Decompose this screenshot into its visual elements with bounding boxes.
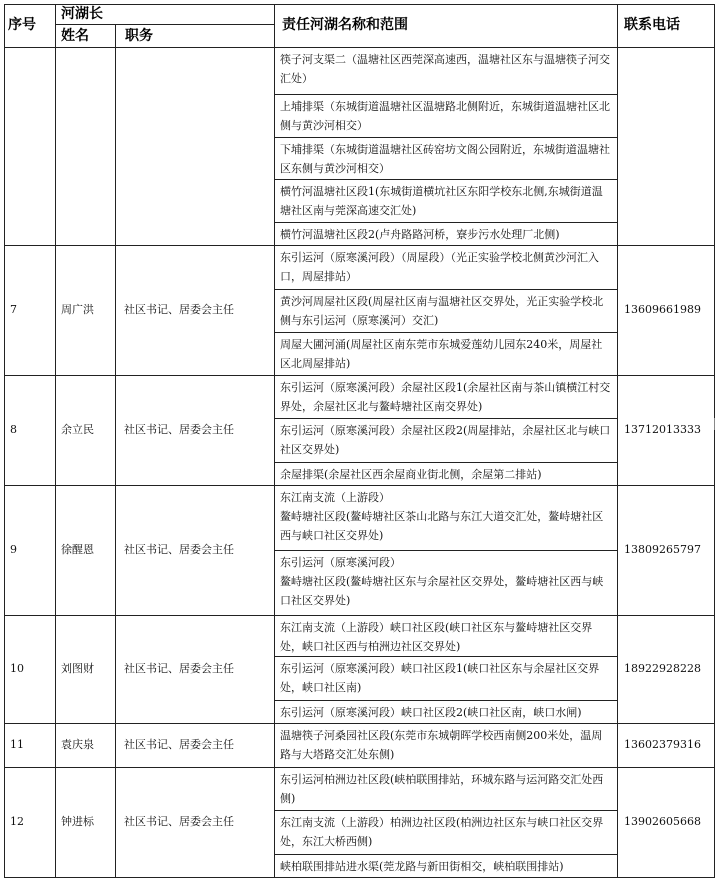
column-line xyxy=(274,4,275,877)
header-sub-line xyxy=(55,24,274,25)
row-name: 徐醒恩 xyxy=(61,543,94,556)
river-scope-cell: 横竹河温塘社区段1(东城街道横坑社区东阳学校东北侧,东城街道温塘社区南与莞深高速交汇处) xyxy=(280,185,603,217)
column-line xyxy=(4,4,5,877)
row-line xyxy=(4,723,715,724)
column-line xyxy=(617,4,618,877)
sub-row-line xyxy=(274,810,617,811)
table-top-line xyxy=(4,4,715,5)
header-seq-no: 序号 xyxy=(8,17,36,33)
river-scope-cell: 东引运河（原寒溪河段）余屋社区段1(余屋社区南与茶山镇横江村交界处，余屋社区北与鳌峙塘社区南交界处) xyxy=(280,381,611,413)
row-line xyxy=(4,375,715,376)
row-seq-no: 12 xyxy=(10,815,24,828)
page-edge-mark xyxy=(714,418,718,430)
row-seq-no: 8 xyxy=(10,423,17,436)
sub-row-line xyxy=(274,462,617,463)
sub-row-line xyxy=(274,700,617,701)
river-scope-cell: 下埔排渠（东城街道温塘社区砖窑坊文阁公园附近，东城街道温塘社区东侧与黄沙河相交） xyxy=(280,143,610,175)
river-scope-cell: 峡柏联围排站进水渠(莞龙路与新田街相交，峡柏联围排站) xyxy=(280,860,564,873)
row-name: 刘图财 xyxy=(61,662,94,675)
header-name: 姓名 xyxy=(61,28,89,44)
header-bottom-line xyxy=(4,47,715,48)
row-seq-no: 9 xyxy=(10,543,17,556)
river-scope-cell: 周屋大圃河涌(周屋社区南东莞市东城爱莲幼儿园东240米，周屋社区北周屋排站) xyxy=(280,338,603,370)
column-line xyxy=(55,4,56,877)
sub-row-line xyxy=(274,550,617,551)
river-scope-cell: 东江南支流（上游段）峡口社区段(峡口社区东与鳌峙塘社区交界处，峡口社区西与柏洲边社区交界处) xyxy=(280,621,593,653)
row-name: 钟进标 xyxy=(61,815,94,828)
sub-row-line xyxy=(274,418,617,419)
row-name: 余立民 xyxy=(61,423,94,436)
sub-row-line xyxy=(274,854,617,855)
header-river-scope: 责任河湖名称和范围 xyxy=(282,17,408,33)
river-scope-cell: 筷子河支渠二（温塘社区西莞深高速西，温塘社区东与温塘筷子河交汇处） xyxy=(280,53,610,85)
river-scope-cell: 黄沙河周屋社区段(周屋社区南与温塘社区交界处，光正实验学校北侧与东引运河（原寒溪河）交汇) xyxy=(280,295,604,327)
sub-row-line xyxy=(274,94,617,95)
row-position: 社区书记、居委会主任 xyxy=(124,815,234,828)
sub-row-line xyxy=(274,332,617,333)
river-scope-cell: 东江南支流（上游段）柏洲边社区段(柏洲边社区东与峡口社区交界处，东江大桥西侧) xyxy=(280,816,604,848)
row-line xyxy=(4,767,715,768)
row-name: 袁庆泉 xyxy=(61,738,94,751)
river-scope-cell: 东江南支流（上游段） 鳌峙塘社区段(鳌峙塘社区茶山北路与东江大道交汇处，鳌峙塘社区西与峡口社区交界处) xyxy=(280,491,604,542)
sub-row-line xyxy=(274,137,617,138)
river-scope-cell: 东引运河柏洲边社区段(峡柏联围排站，环城东路与运河路交汇处西侧) xyxy=(280,773,604,805)
sub-row-line xyxy=(274,289,617,290)
river-scope-cell: 横竹河温塘社区段2(卢舟路路河桥，寮步污水处理厂北侧) xyxy=(280,228,560,241)
row-name: 周广洪 xyxy=(61,303,94,316)
row-phone: 13609661989 xyxy=(624,303,701,316)
row-position: 社区书记、居委会主任 xyxy=(124,423,234,436)
sub-row-line xyxy=(274,222,617,223)
river-scope-cell: 东引运河（原寒溪河段）（周屋段）（光正实验学校北侧黄沙河汇入口，周屋排站） xyxy=(280,251,599,283)
row-seq-no: 10 xyxy=(10,662,24,675)
river-scope-cell: 上埔排渠（东城街道温塘社区温塘路北侧附近，东城街道温塘社区北侧与黄沙河相交） xyxy=(280,100,610,132)
row-phone: 18922928228 xyxy=(624,662,701,675)
column-line xyxy=(714,4,715,877)
row-phone: 13902605668 xyxy=(624,815,701,828)
header-river-chief: 河湖长 xyxy=(61,6,103,22)
river-scope-cell: 东引运河（原寒溪河段）余屋社区段2(周屋排站，余屋社区北与峡口社区交界处) xyxy=(280,424,611,456)
row-line xyxy=(4,877,715,878)
river-chief-table xyxy=(4,4,715,877)
row-phone: 13712013333 xyxy=(624,423,701,436)
row-position: 社区书记、居委会主任 xyxy=(124,738,234,751)
river-scope-cell: 东引运河（原寒溪河段）峡口社区段1(峡口社区东与余屋社区交界处，峡口社区南) xyxy=(280,662,600,694)
river-scope-cell: 东引运河（原寒溪河段） 鳌峙塘社区段(鳌峙塘社区东与余屋社区交界处，鳌峙塘社区西与峡口社区交界处) xyxy=(280,556,604,607)
row-line xyxy=(4,485,715,486)
river-scope-cell: 东引运河（原寒溪河段）峡口社区段2(峡口社区南，峡口水闸) xyxy=(280,706,582,719)
row-seq-no: 11 xyxy=(10,738,24,751)
header-position: 职务 xyxy=(125,28,153,44)
row-line xyxy=(4,245,715,246)
row-line xyxy=(4,615,715,616)
sub-row-line xyxy=(274,179,617,180)
row-phone: 13602379316 xyxy=(624,738,701,751)
river-scope-cell: 温塘筷子河桑园社区段(东莞市东城朝晖学校西南侧200米处，温周路与大塔路交汇处东侧) xyxy=(280,729,603,761)
row-position: 社区书记、居委会主任 xyxy=(124,543,234,556)
row-position: 社区书记、居委会主任 xyxy=(124,662,234,675)
river-scope-cell: 余屋排渠(余屋社区西余屋商业街北侧，余屋第二排站) xyxy=(280,468,542,481)
sub-row-line xyxy=(274,656,617,657)
row-position: 社区书记、居委会主任 xyxy=(124,303,234,316)
row-phone: 13809265797 xyxy=(624,543,701,556)
header-phone: 联系电话 xyxy=(624,17,680,33)
row-seq-no: 7 xyxy=(10,303,17,316)
column-line xyxy=(115,24,116,877)
